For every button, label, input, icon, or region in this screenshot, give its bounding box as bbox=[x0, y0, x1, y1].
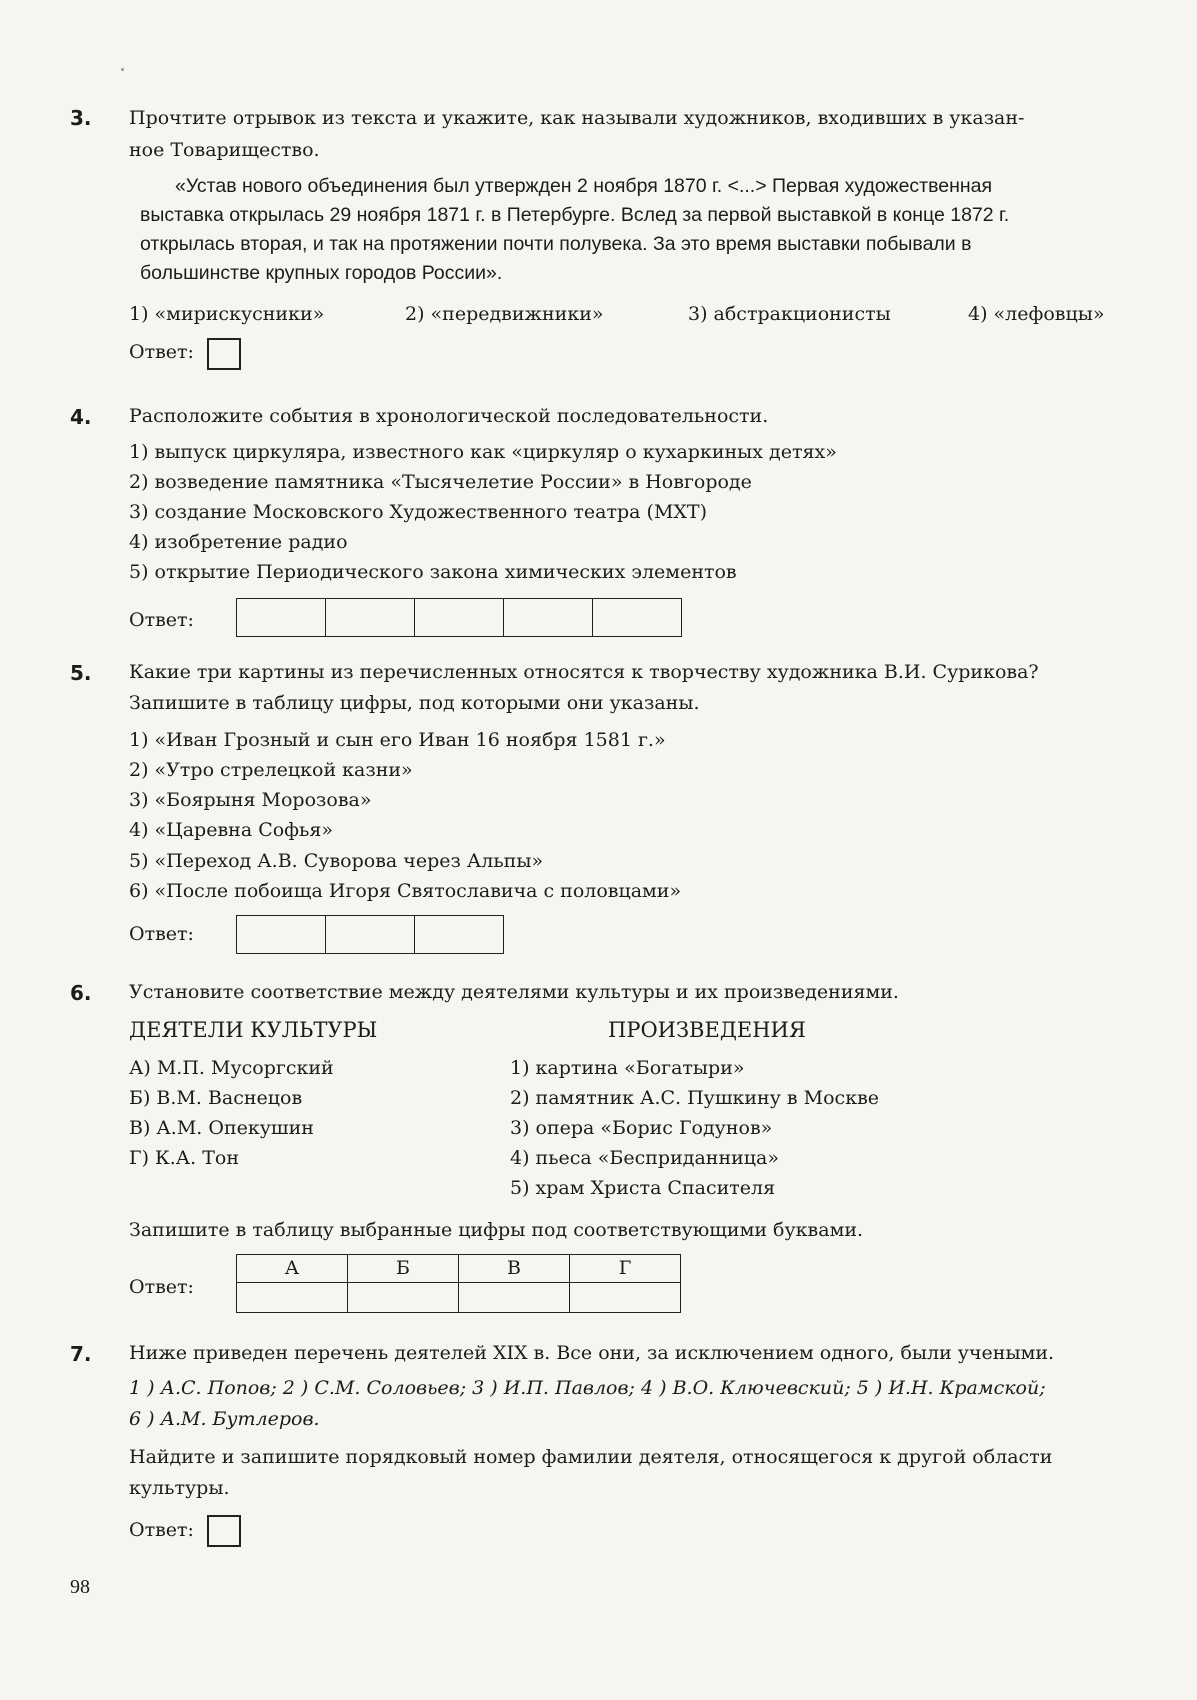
q4-answer-cell[interactable] bbox=[504, 599, 593, 637]
q6-right-item-3: 3) опера «Борис Годунов» bbox=[510, 1117, 773, 1139]
q4-answer-cell[interactable] bbox=[237, 599, 326, 637]
q5-answer-cell[interactable] bbox=[326, 916, 415, 954]
q5-text-line2: Запишите в таблицу цифры, под которыми они указаны. bbox=[129, 692, 700, 714]
q6-table-header-b: Б bbox=[348, 1255, 459, 1283]
q7-task-line2: культуры. bbox=[129, 1477, 230, 1499]
q5-answer-cell[interactable] bbox=[415, 916, 504, 954]
q6-left-header: ДЕЯТЕЛИ КУЛЬТУРЫ bbox=[129, 1018, 378, 1042]
q5-answer-label: Ответ: bbox=[129, 923, 194, 945]
q6-answer-cell[interactable] bbox=[459, 1283, 570, 1313]
q4-answer-label: Ответ: bbox=[129, 609, 194, 631]
q6-answer-cell[interactable] bbox=[348, 1283, 459, 1313]
q4-answer-cell[interactable] bbox=[326, 599, 415, 637]
q6-right-header: ПРОИЗВЕДЕНИЯ bbox=[608, 1018, 806, 1042]
q7-number: 7. bbox=[70, 1342, 92, 1366]
q7-text-line1: Ниже приведен перечень деятелей XIX в. Все они, за исключением одного, были учеными. bbox=[129, 1342, 1055, 1364]
q6-right-item-1: 1) картина «Богатыри» bbox=[510, 1057, 745, 1079]
q6-text: Установите соответствие между деятелями культуры и их произведениями. bbox=[129, 981, 899, 1003]
q6-answer-table bbox=[236, 1254, 681, 1313]
q5-item-4: 4) «Царевна Софья» bbox=[129, 819, 333, 841]
q4-item-3: 3) создание Московского Художественного театра (МХТ) bbox=[129, 501, 708, 523]
q5-number: 5. bbox=[70, 661, 92, 685]
q6-number: 6. bbox=[70, 981, 92, 1005]
q3-text-line1: Прочтите отрывок из текста и укажите, как называли художников, входивших в указан- bbox=[129, 107, 1025, 129]
q7-list-line1: 1 ) А.С. Попов; 2 ) С.М. Соловьев; 3 ) И.П. Павлов; 4 ) В.О. Ключевский; 5 ) И.Н. Крамской; bbox=[129, 1377, 1046, 1399]
q5-item-2: 2) «Утро стрелецкой казни» bbox=[129, 759, 413, 781]
q6-right-item-2: 2) памятник А.С. Пушкину в Москве bbox=[510, 1087, 880, 1109]
q6-left-item-g: Г) К.А. Тон bbox=[129, 1147, 240, 1169]
q4-item-1: 1) выпуск циркуляра, известного как «циркуляр о кухаркиных детях» bbox=[129, 441, 837, 463]
q7-answer-label: Ответ: bbox=[129, 1519, 194, 1541]
q6-table-header-a: А bbox=[237, 1255, 348, 1283]
q6-left-item-v: В) А.М. Опекушин bbox=[129, 1117, 314, 1139]
q4-answer-cell[interactable] bbox=[593, 599, 682, 637]
q6-table-header-g: Г bbox=[570, 1255, 681, 1283]
q4-item-5: 5) открытие Периодического закона химических элементов bbox=[129, 561, 737, 583]
q4-item-4: 4) изобретение радио bbox=[129, 531, 348, 553]
q6-table-header-v: В bbox=[459, 1255, 570, 1283]
q3-option-3: 3) абстракционисты bbox=[688, 303, 891, 325]
q3-option-4: 4) «лефовцы» bbox=[968, 303, 1105, 325]
q5-text-line1: Какие три картины из перечисленных относятся к творчеству художника В.И. Сурикова? bbox=[129, 661, 1039, 683]
q3-answer-box[interactable] bbox=[207, 338, 241, 370]
q5-item-1: 1) «Иван Грозный и сын его Иван 16 ноября 1581 г.» bbox=[129, 729, 666, 751]
q3-number: 3. bbox=[70, 106, 92, 130]
q3-option-2: 2) «передвижники» bbox=[405, 303, 604, 325]
q4-number: 4. bbox=[70, 405, 92, 429]
q5-answer-cell[interactable] bbox=[237, 916, 326, 954]
q3-option-1: 1) «мирискусники» bbox=[129, 303, 325, 325]
q5-item-6: 6) «После побоища Игоря Святославича с половцами» bbox=[129, 880, 682, 902]
q3-quote-line3: открылась вторая, и так на протяжении почти полувека. За это время выставки побывали в bbox=[140, 233, 972, 255]
q6-right-item-5: 5) храм Христа Спасителя bbox=[510, 1177, 776, 1199]
q7-answer-box[interactable] bbox=[207, 1515, 241, 1547]
q3-text-line2: ное Товарищество. bbox=[129, 139, 320, 161]
q3-quote-line2: выставка открылась 29 ноября 1871 г. в Петербурге. Вслед за первой выставкой в конце 1872 г. bbox=[140, 204, 1010, 226]
q3-quote-line4: большинстве крупных городов России». bbox=[140, 262, 503, 284]
q6-instruction: Запишите в таблицу выбранные цифры под соответствующими буквами. bbox=[129, 1219, 864, 1241]
q3-quote-line1: «Устав нового объединения был утвержден 2 ноября 1870 г. <...> Первая художественная bbox=[175, 175, 993, 197]
q6-answer-cell[interactable] bbox=[570, 1283, 681, 1313]
q6-left-item-a: А) М.П. Мусоргский bbox=[129, 1057, 334, 1079]
page-number: 98 bbox=[70, 1576, 90, 1598]
q6-left-item-b: Б) В.М. Васнецов bbox=[129, 1087, 303, 1109]
q3-answer-label: Ответ: bbox=[129, 341, 194, 363]
q5-item-5: 5) «Переход А.В. Суворова через Альпы» bbox=[129, 850, 544, 872]
q7-task-line1: Найдите и запишите порядковый номер фамилии деятеля, относящегося к другой области bbox=[129, 1446, 1053, 1468]
q4-answer-table bbox=[236, 598, 682, 637]
q5-answer-table bbox=[236, 915, 504, 954]
q7-list-line2: 6 ) А.М. Бутлеров. bbox=[129, 1408, 320, 1430]
q4-answer-cell[interactable] bbox=[415, 599, 504, 637]
q4-item-2: 2) возведение памятника «Тысячелетие России» в Новгороде bbox=[129, 471, 752, 493]
q6-right-item-4: 4) пьеса «Бесприданница» bbox=[510, 1147, 779, 1169]
q6-answer-label: Ответ: bbox=[129, 1276, 194, 1298]
q4-text: Расположите события в хронологической последовательности. bbox=[129, 405, 769, 427]
q6-answer-cell[interactable] bbox=[237, 1283, 348, 1313]
scan-speck bbox=[121, 68, 124, 71]
q5-item-3: 3) «Боярыня Морозова» bbox=[129, 789, 372, 811]
